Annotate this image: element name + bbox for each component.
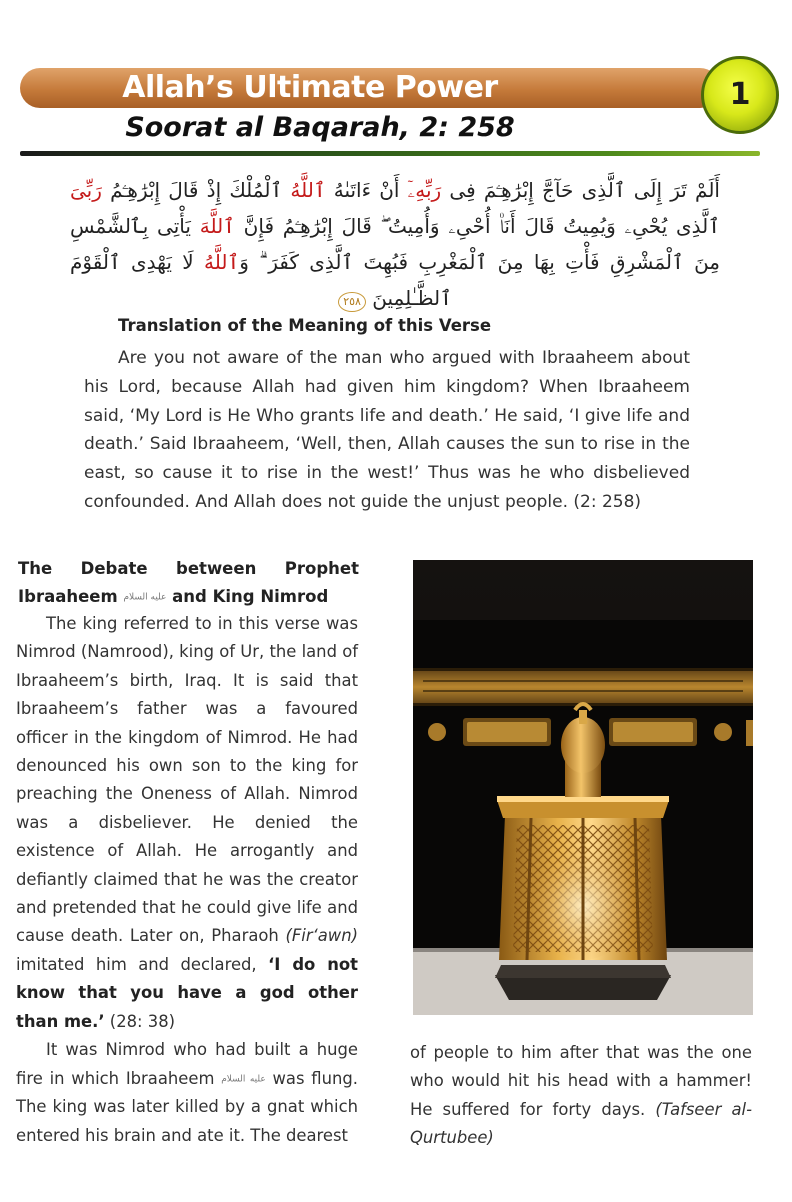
paragraph <box>16 610 358 1036</box>
section-heading <box>18 555 359 612</box>
ayah-number-mark: ٢٥٨ <box>338 292 366 312</box>
left-column-body <box>16 610 358 1150</box>
paragraph <box>16 1036 358 1150</box>
paragraph-text: of people to him after that was the one who would hit his head with a hammer! He suffered for forty days. <box>410 1043 752 1119</box>
verse-reference: (28: 38) <box>104 1011 176 1031</box>
verse-highlight: ٱللَّهُ <box>290 178 326 202</box>
verse-highlight: ٱللَّهَ <box>199 214 235 238</box>
paragraph-text: The king referred to in this verse was Nimrod (Namrood), king of Ur, the land of Ibraaheem’s birth, Iraq. It is said that Ibraaheem’s father was a favoured officer in the kingdom of Nimrod. He had denounced his own son to the king for preaching the Oneness of Allah. Nimrod was a disbeliever. He denied the existence of Allah. He arrogantly and defiantly claimed that he was the creator and pretended that he could give life and cause death. Later on, Pharaoh <box>16 614 358 946</box>
arabic-verse <box>70 172 720 316</box>
translation-heading: Translation of the Meaning of this Verse <box>118 316 492 335</box>
verse-text: أَلَمْ تَرَ إِلَى ٱلَّذِى حَآجَّ إِبْرَٰهِـۧمَ فِى <box>441 178 720 202</box>
title-divider <box>20 151 760 156</box>
paragraph-text: was flung. The king was later killed by a gnat which entered his brain and ate it. The dearest <box>16 1068 359 1145</box>
right-column-body <box>410 1039 752 1153</box>
tafseer-citation: (Tafseer al-Qurtubee) <box>410 1099 752 1148</box>
paragraph-text: imitated him and declared, <box>16 954 269 974</box>
verse-text: ٱلَّذِى يُحْىِۦ وَيُمِيتُ قَالَ أَنَا۠ أُحْىِۦ وَأُمِيتُ ۖ قَالَ إِبْرَٰهِـۧمُ فَإِنَّ <box>234 214 720 238</box>
paragraph-italic: (Fir‘awn) <box>285 926 358 946</box>
verse-text: يَأْتِى بِٱلشَّمْسِ مِنَ ٱلْمَشْرِقِ فَأْتِ بِهَا مِنَ ٱلْمَغْرِبِ فَبُهِتَ ٱلَّذِى كَفَرَ ۗ وَ <box>70 214 721 274</box>
chapter-title: Allah’s Ultimate Power <box>122 70 498 105</box>
paragraph-text: It was Nimrod who had built a huge fire in which Ibraaheem <box>16 1040 358 1088</box>
verse-text: ٱلْمُلْكَ إِذْ قَالَ إِبْرَٰهِـۧمُ <box>101 178 291 202</box>
verse-text: أَنْ ءَاتَىٰهُ <box>325 178 408 202</box>
verse-highlight: رَبِّهِۦٓ <box>407 178 442 202</box>
honorific-glyph: عليه السلام <box>221 1073 266 1084</box>
section-heading-text: The Debate between Prophet Ibraaheem <box>18 559 359 606</box>
section-heading-text: and King Nimrod <box>166 587 329 606</box>
chapter-subtitle: Soorat al Baqarah, 2: 258 <box>125 112 515 143</box>
quoted-verse: ‘I do not know that you have a god other than me.’ <box>16 954 358 1031</box>
verse-highlight: ٱللَّهُ <box>204 250 240 274</box>
honorific-glyph: عليه السلام <box>123 592 167 603</box>
verse-highlight: رَبِّىَ <box>70 178 102 202</box>
chapter-number-badge: 1 <box>701 56 779 134</box>
maqam-illustration <box>413 560 753 1015</box>
verse-text: لَا يَهْدِى ٱلْقَوْمَ ٱلظَّـٰلِمِينَ <box>70 250 452 310</box>
translation-text: Are you not aware of the man who argued with Ibraaheem about his Lord, because Allah had given him kingdom? When Ibraaheem said, ‘My Lord is He Who grants life and death.’ He said, ‘I give life and death.’ Said Ibraaheem, ‘Well, then, Allah causes the sun to rise in the east, so cause it to rise in the west!’ Thus was he who disbelieved confounded. And Allah does not guide the unjust people. (2: 258) <box>84 348 690 512</box>
maqam-ibraheem-photo <box>413 560 753 1015</box>
